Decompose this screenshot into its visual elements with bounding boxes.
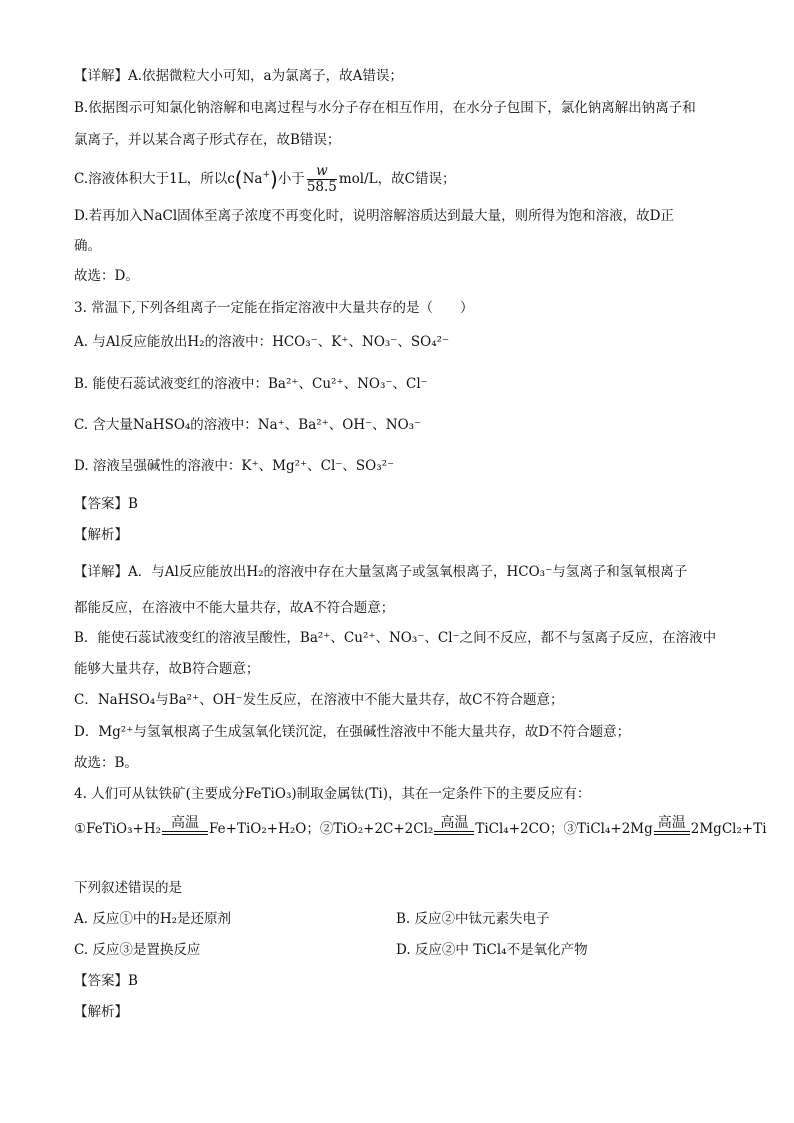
- fraction-numerator: w: [307, 164, 337, 180]
- reaction-1-arrow: [161, 815, 209, 840]
- q3-option-a: A. 与Al反应能放出H₂的溶液中：HCO₃⁻、K⁺、NO₃⁻、SO₄²⁻: [74, 334, 450, 350]
- reaction-3-condition: 高温: [657, 815, 686, 831]
- detail-d-line1: D.若再加入NaCl固体至离子浓度不再变化时，说明溶解溶质达到最大量，则所得为饱和溶液，故D正: [74, 208, 674, 224]
- detail-a: 【详解】A.依据微粒大小可知，a为氯离子，故A错误；: [74, 68, 403, 84]
- q3-option-d: D. 溶液呈强碱性的溶液中：K⁺、Mg²⁺、Cl⁻、SO₃²⁻: [74, 458, 395, 474]
- detail-c-text1: C.溶液体积大于1L，所以c: [74, 171, 235, 187]
- reaction-3-right: 2MgCl₂+Ti: [690, 821, 767, 837]
- choice-d: 故选：D。: [74, 268, 139, 284]
- reaction-1-right-reaction-2-left: Fe+TiO₂+H₂O；②TiO₂+2C+2Cl₂: [209, 821, 434, 837]
- q3-detail-d: D．Mg²⁺与氢氧根离子生成氢氧化镁沉淀，在强碱性溶液中不能大量共存，故D不符合题意；: [74, 724, 631, 740]
- q3-detail-a-line1: 【详解】A．与Al反应能放出H₂的溶液中存在大量氢离子或氢氧根离子，HCO₃⁻与氢离子和氢氧根离子: [74, 564, 688, 580]
- q3-detail-b-line2: 能够大量共存，故B符合题意；: [74, 661, 260, 677]
- reaction-1-condition: 高温: [171, 815, 200, 831]
- reaction-1-left: ①FeTiO₃+H₂: [74, 821, 162, 837]
- reaction-2-right-reaction-3-left: TiCl₄+2CO；③TiCl₄+2Mg: [475, 821, 653, 837]
- reaction-2-arrow: [433, 815, 475, 840]
- q3-answer: 【答案】B: [74, 496, 138, 512]
- q4-answer: 【答案】B: [74, 973, 138, 989]
- q3-option-c: C. 含大量NaHSO₄的溶液中：Na⁺、Ba²⁺、OH⁻、NO₃⁻: [74, 417, 422, 433]
- q4-option-a: A. 反应①中的H₂是还原剂: [74, 911, 232, 927]
- fraction: [307, 164, 337, 195]
- detail-c: C.溶液体积大于1L，所以c(Na+)小于 $\frac{w}{58.5}$ mol/L，故C错误；: [74, 163, 456, 195]
- q4-option-c: C. 反应③是置换反应: [74, 942, 201, 958]
- reactions-line: [74, 815, 767, 840]
- q3-detail-b-line1: B．能使石蕊试液变红的溶液呈酸性，Ba²⁺、Cu²⁺、NO₃⁻、Cl⁻之间不反应，都不与氢离子反应，在溶液中: [74, 630, 717, 646]
- ion-na-charge: +: [262, 170, 270, 180]
- q3-option-b: B. 能使石蕊试液变红的溶液中：Ba²⁺、Cu²⁺、NO₃⁻、Cl⁻: [74, 376, 428, 392]
- reaction-3-arrow: [653, 815, 691, 840]
- question-4: 4. 人们可从钛铁矿(主要成分FeTiO₃)制取金属钛(Ti)，其在一定条件下的主要反应有：: [74, 786, 591, 802]
- detail-c-text2: 小于: [277, 171, 305, 187]
- q4-option-b: B. 反应②中钛元素失电子: [396, 911, 550, 927]
- q4-analysis-label: 【解析】: [74, 1004, 128, 1020]
- q3-choice: 故选：B。: [74, 755, 138, 771]
- detail-b-line2: 氯离子，并以某合离子形式存在，故B错误；: [74, 132, 341, 148]
- q4-stem: 下列叙述错误的是: [74, 880, 182, 896]
- detail-b-line1: B.依据图示可知氯化钠溶解和电离过程与水分子存在相互作用，在水分子包围下，氯化钠离解出钠离子和: [74, 100, 696, 116]
- q3-detail-a-line2: 都能反应，在溶液中不能大量共存，故A不符合题意；: [74, 600, 395, 616]
- question-3: 3. 常温下,下列各组离子一定能在指定溶液中大量共存的是（ ）: [74, 300, 474, 316]
- fraction-denominator: 58.5: [306, 179, 337, 195]
- reaction-2-condition: 高温: [440, 815, 469, 831]
- q3-analysis-label: 【解析】: [74, 527, 128, 543]
- q4-option-d: D. 反应②中 TiCl₄不是氧化产物: [396, 942, 588, 958]
- detail-d-line2: 确。: [74, 238, 101, 254]
- detail-c-text3: mol/L，故C错误；: [338, 171, 456, 187]
- ion-na: Na: [242, 171, 263, 187]
- q3-detail-c: C．NaHSO₄与Ba²⁺、OH⁻发生反应，在溶液中不能大量共存，故C不符合题意；: [74, 692, 564, 708]
